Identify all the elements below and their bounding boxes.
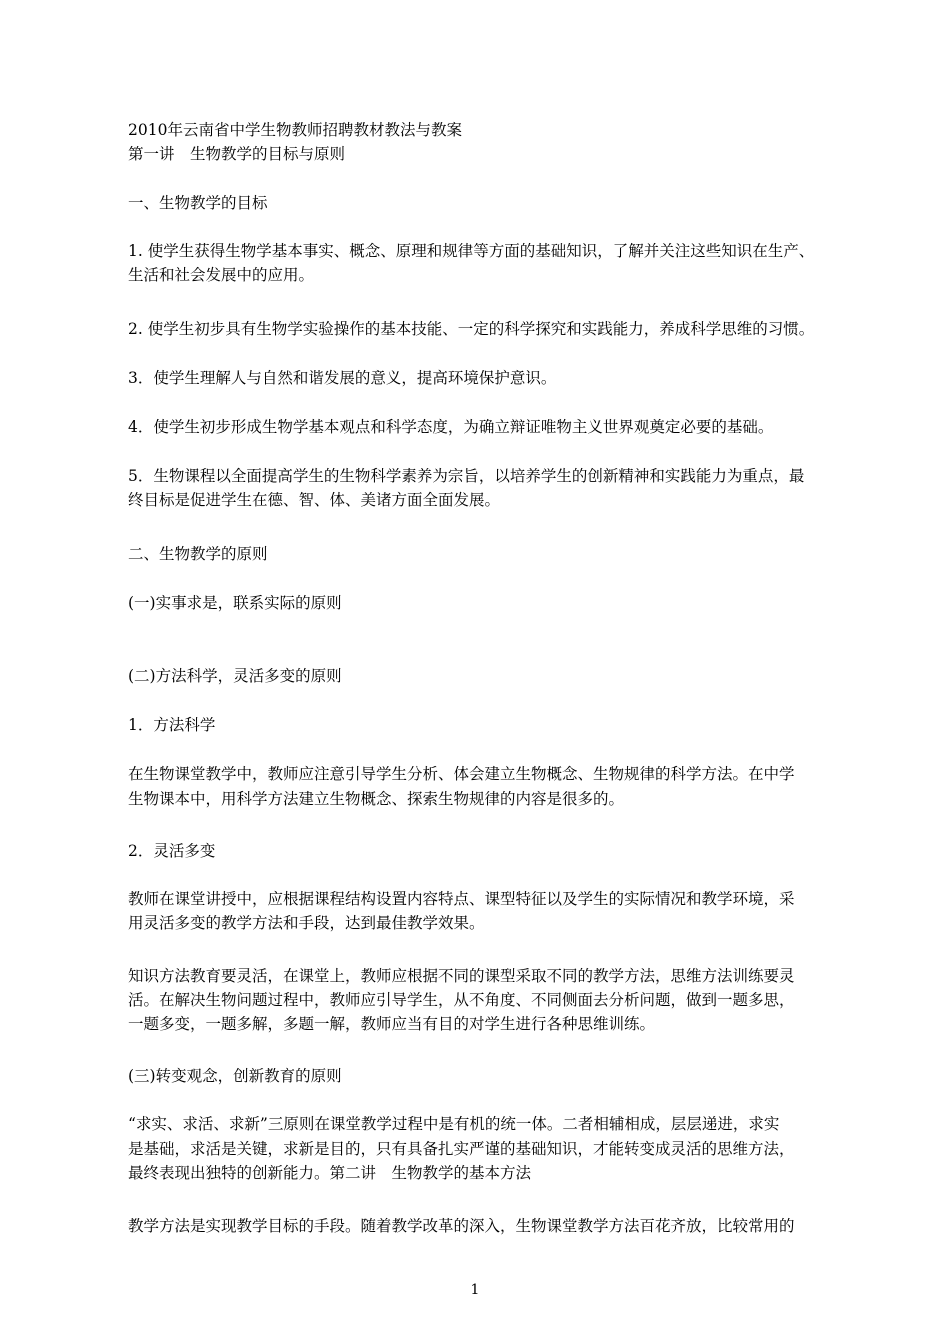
goal-1-line-1: 1. 使学生获得生物学基本事实、概念、原理和规律等方面的基础知识，了解并关注这些知识在生产、 (128, 242, 815, 260)
paragraph-line-2: 活。在解决生物问题过程中，教师应引导学生，从不角度、不同侧面去分析问题，做到一题多思， (128, 991, 795, 1009)
subsection-2-line-2: 用灵活多变的教学方法和手段，达到最佳教学效果。 (128, 914, 485, 932)
section-one-heading: 一、生物教学的目标 (128, 194, 268, 212)
subsection-2-heading: 2．灵活多变 (128, 842, 216, 860)
subsection-1-line-2: 生物课本中，用科学方法建立生物概念、探索生物规律的内容是很多的。 (128, 790, 625, 808)
page-number: 1 (470, 1282, 480, 1298)
goal-3: 3．使学生理解人与自然和谐发展的意义，提高环境保护意识。 (128, 369, 557, 387)
principle-3-line-1: “求实、求活、求新”三原则在课堂教学过程中是有机的统一体。二者相辅相成，层层递进，求实 (128, 1115, 780, 1133)
section-two-heading: 二、生物教学的原则 (128, 545, 268, 563)
final-line: 教学方法是实现教学目标的手段。随着教学改革的深入，生物课堂教学方法百花齐放，比较常用的 (128, 1217, 795, 1235)
goal-4: 4．使学生初步形成生物学基本观点和科学态度，为确立辩证唯物主义世界观奠定必要的基础。 (128, 418, 774, 436)
subsection-1-heading: 1．方法科学 (128, 716, 216, 734)
goal-2: 2. 使学生初步具有生物学实验操作的基本技能、一定的科学探究和实践能力，养成科学思维的习惯。 (128, 320, 815, 338)
principle-2-heading: (二)方法科学，灵活多变的原则 (128, 667, 342, 685)
subsection-1-line-1: 在生物课堂教学中，教师应注意引导学生分析、体会建立生物概念、生物规律的科学方法。在中学 (128, 765, 795, 783)
document-title: 2010年云南省中学生物教师招聘教材教法与教案 (128, 121, 462, 139)
principle-1-heading: (一)实事求是，联系实际的原则 (128, 594, 342, 612)
principle-3-heading: (三)转变观念，创新教育的原则 (128, 1067, 342, 1085)
principle-3-line-2: 是基础，求活是关键，求新是目的，只有具备扎实严谨的基础知识，才能转变成灵活的思维方法， (128, 1140, 795, 1158)
goal-5-line-2: 终目标是促进学生在德、智、体、美诸方面全面发展。 (128, 491, 501, 509)
subsection-2-line-1: 教师在课堂讲授中，应根据课程结构设置内容特点、课型特征以及学生的实际情况和教学环境，采 (128, 890, 795, 908)
goal-1-line-2: 生活和社会发展中的应用。 (128, 266, 315, 284)
principle-3-line-3: 最终表现出独特的创新能力。第二讲 生物教学的基本方法 (128, 1164, 532, 1182)
paragraph-line-3: 一题多变，一题多解，多题一解，教师应当有目的对学生进行各种思维训练。 (128, 1015, 656, 1033)
paragraph-line-1: 知识方法教育要灵活，在课堂上，教师应根据不同的课型采取不同的教学方法，思维方法训练要灵 (128, 967, 795, 985)
lecture-one-heading: 第一讲 生物教学的目标与原则 (128, 145, 346, 163)
goal-5-line-1: 5．生物课程以全面提高学生的生物科学素养为宗旨，以培养学生的创新精神和实践能力为重点，最 (128, 467, 805, 485)
